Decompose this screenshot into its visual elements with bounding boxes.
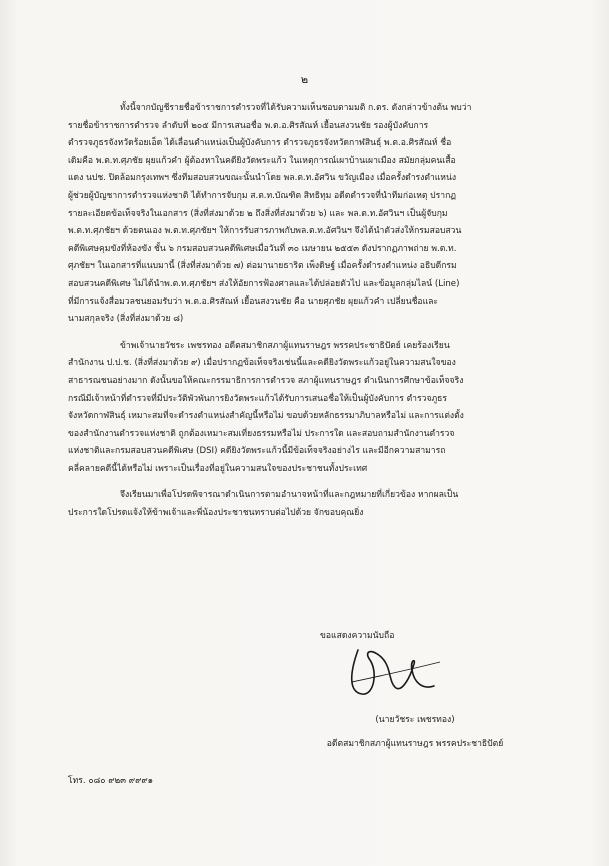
paragraph xyxy=(68,338,580,479)
text-line: เดิมคือ พ.ต.ท.ศุภชัย ผุยแก้วคำ ผู้ต้องหาในคดียิงวัดพระแก้ว ในเหตุการณ์เผาบ้านเผาเมือง สมัยกลุ่มคนเสื้อ xyxy=(68,155,456,166)
text-line: แดง นปช. ปิดล้อมกรุงเทพฯ ซึ่งทีมสอบสวนขณะนั้นนำโดย พล.ต.ท.อัศวิน ขวัญเมือง เมื่อครั้งดำรงตำแหน่ง xyxy=(68,173,457,184)
handwritten-signature xyxy=(340,642,450,702)
closing-phrase: ขอแสดงความนับถือ xyxy=(320,631,395,641)
text-line: รายชื่อข้าราชการตำรวจ ลำดับที่ ๒๐๕ มีการเสนอชื่อ พ.ต.อ.ศิรสัณห์ เยื้อนสงวนชัย รองผู้บังคับการ xyxy=(68,120,429,131)
page-number: ๒ xyxy=(300,73,309,86)
text-line: คดีพิเศษคุมขังที่ห้องขัง ชั้น ๖ กรมสอบสวนคดีพิเศษเมื่อวันที่ ๓๐ เมษายน ๒๕๕๓ ดังปรากฏภาพถ่าย พ.ต.ท. xyxy=(68,243,457,254)
text-line: รายละเอียดข้อเท็จจริงในเอกสาร (สิ่งที่ส่งมาด้วย ๒ ถึงสิ่งที่ส่งมาด้วย ๖) และ พล.ต.ท.อัศวินฯ เป็นผู้จับกุม xyxy=(68,208,448,219)
text-line: ของสำนักงานตำรวจแห่งชาติ ถูกต้องเหมาะสมเที่ยงธรรมหรือไม่ ประการใด และสอบถามสำนักงานตำรวจ xyxy=(68,428,455,439)
text-line: สำนักงาน ป.ป.ช. (สิ่งที่ส่งมาด้วย ๙) เมื่อปรากฏข้อเท็จจริงเช่นนี้และคดียิงวัดพระแก้วอยู่ในความสนใจของ xyxy=(68,358,456,369)
text-line: สอบสวนคดีพิเศษ ไม่ได้นำพ.ต.ท.ศุภชัยฯ ส่งให้อัยการฟ้องศาลและได้ปล่อยตัวไป และข้อมูลกลุ่มไลน์ (Line) xyxy=(68,278,460,289)
text-line: สาธารณชนอย่างมาก ดังนั้นขอให้คณะกรรมาธิการการตำรวจ สภาผู้แทนราษฎร ดำเนินการศึกษาข้อเท็จจริง xyxy=(68,375,464,386)
text-line: นามสกุลจริง (สิ่งที่ส่งมาด้วย ๘) xyxy=(68,314,184,325)
text-line: จังหวัดกาฬสินธุ์ เหมาะสมที่จะดำรงตำแหน่งสำคัญนี้หรือไม่ ขอบด้วยหลักธรรมาภิบาลหรือไม่ และการแต่งตั้ง xyxy=(68,411,464,422)
text-line: จึงเรียนมาเพื่อโปรดพิจารณาดำเนินการตามอำนาจหน้าที่และกฎหมายที่เกี่ยวข้อง หากผลเป็น xyxy=(120,490,459,501)
text-line: คลี่คลายคดีนี้ได้หรือไม่ เพราะเป็นเรื่องที่อยู่ในความสนใจของประชาชนทั้งประเทศ xyxy=(68,463,368,474)
text-line: ผู้ช่วยผู้บัญชาการตำรวจแห่งชาติ ได้ทำการจับกุม ส.ต.ท.บัณฑิต สิทธิทุม อดีตตำรวจที่นำทีมก่อเหตุ ปรากฏ xyxy=(68,190,457,201)
signer-title: อดีตสมาชิกสภาผู้แทนราษฎร พรรคประชาธิปัตย์ xyxy=(326,739,504,749)
paragraph xyxy=(68,487,580,522)
letter-body xyxy=(68,100,580,532)
phone-number: โทร. ๐๘๐ ๙๒๓ ๙๙๙๑ xyxy=(68,776,154,786)
paragraph xyxy=(68,100,580,329)
text-line: ที่มีการแจ้งสื่อมวลชนยอมรับว่า พ.ต.อ.ศิรสัณห์ เยื้อนสงวนชัย คือ นายศุภชัย ผุยแก้วคำ เปลี่ยนชื่อและ xyxy=(68,296,438,307)
text-line: ประการใดโปรดแจ้งให้ข้าพเจ้าและพี่น้องประชาชนทราบต่อไปด้วย จักขอบคุณยิ่ง xyxy=(68,508,364,519)
text-line: ข้าพเจ้านายวัชระ เพชรทอง อดีตสมาชิกสภาผู้แทนราษฎร พรรคประชาธิปัตย์ เคยร้องเรียน xyxy=(120,340,450,351)
text-line: แห่งชาติและกรมสอบสวนคดีพิเศษ (DSI) คดียิงวัดพระแก้วนี้มีข้อเท็จจริงอย่างไร และมีอีกความสามารถ xyxy=(68,446,446,457)
text-line: ตำรวจภูธรจังหวัดร้อยเอ็ด ได้เลื่อนตำแหน่งเป็นผู้บังคับการ ตำรวจภูธรจังหวัดกาฬสินธุ์ พ.ต.อ.ศิรสัณห์ ชื่อ xyxy=(68,138,452,149)
text-line: ศุภชัยฯ ในเอกสารที่แนบมานี้ (สิ่งที่ส่งมาด้วย ๗) ต่อมานายธาริต เพ็งดิษฐ์ เมื่อครั้งดำรงตำแหน่ง อธิบดีกรม xyxy=(68,261,457,272)
text-line: ทั้งนี้จากบัญชีรายชื่อข้าราชการตำรวจที่ได้รับความเห็นชอบตามมติ ก.ตร. ดังกล่าวข้างต้น พบว่า xyxy=(120,103,472,113)
text-line: พ.ต.ท.ศุภชัยฯ ด้วยตนเอง พ.ต.ท.ศุภชัยฯ ให้การรับสารภาพกับพล.ต.ท.อัศวินฯ จึงได้นำตัวส่งให้กรมสอบสวน xyxy=(68,226,462,237)
signer-name: (นายวัชระ เพชรทอง) xyxy=(375,715,455,725)
text-line: กรณีมีเจ้าหน้าที่ตำรวจที่มีประวัติพัวพันการยิงวัดพระแก้วได้รับการเสนอชื่อให้เป็นผู้บังคับการ ตำรวจภูธร xyxy=(68,393,448,404)
